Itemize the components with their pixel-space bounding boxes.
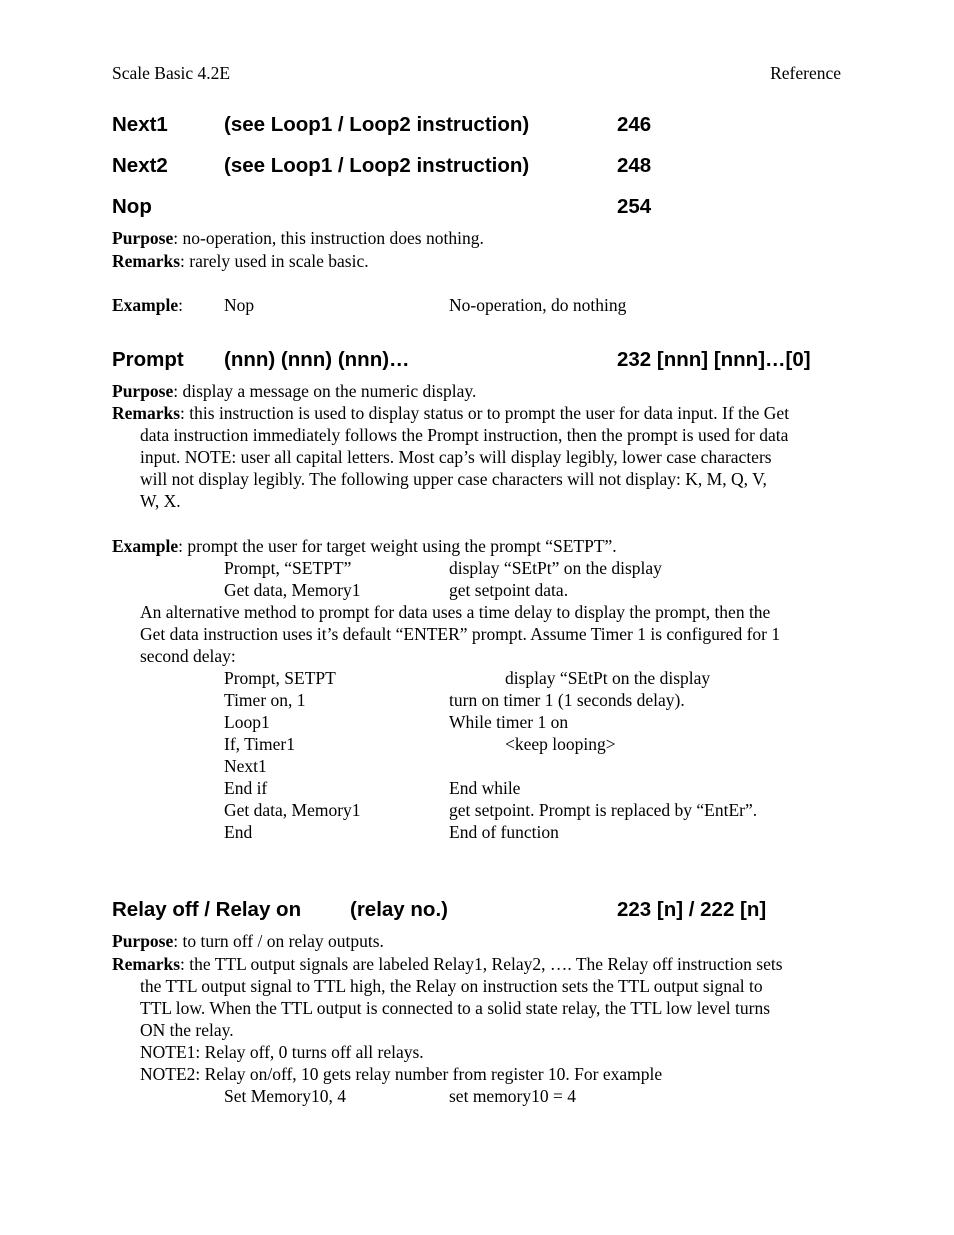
purpose-text: : no-operation, this instruction does nothing.	[173, 228, 484, 248]
instruction-code: 223 [n] / 222 [n]	[617, 898, 767, 921]
running-header-right: Reference	[770, 63, 841, 83]
code-comment: display “SEtPt on the display	[505, 668, 711, 688]
alt-text-line: second delay:	[140, 646, 236, 666]
instruction-code: 232 [nnn] [nnn]…[0]	[617, 348, 811, 371]
code-comment: End of function	[449, 822, 559, 842]
instruction-code: 248	[617, 154, 652, 177]
code-comment: display “SEtPt” on the display	[449, 558, 662, 578]
remarks-line: W, X.	[140, 491, 181, 511]
remarks-line: ON the relay.	[140, 1020, 234, 1040]
running-header-left: Scale Basic 4.2E	[112, 63, 231, 83]
example-line: Example: prompt the user for target weight using the prompt “SETPT”.	[112, 536, 617, 556]
code-line: Prompt, SETPT	[224, 668, 336, 688]
remarks-line: data instruction immediately follows the Prompt instruction, then the prompt is used for data	[140, 425, 789, 445]
remarks-label: Remarks	[112, 251, 181, 271]
instruction-args: (see Loop1 / Loop2 instruction)	[224, 113, 530, 136]
note-line: NOTE1: Relay off, 0 turns off all relays.	[140, 1042, 424, 1062]
instruction-name: Nop	[112, 195, 152, 218]
code-comment: <keep looping>	[505, 734, 616, 754]
remarks-line: the TTL output signal to TTL high, the Relay on instruction sets the TTL output signal to	[140, 976, 763, 996]
code-line: End	[224, 822, 253, 842]
remarks-label: Remarks	[112, 954, 181, 974]
instruction-code: 254	[617, 195, 652, 218]
example-code: Nop	[224, 295, 255, 315]
remarks-line: TTL low. When the TTL output is connected to a solid state relay, the TTL low level turns	[140, 998, 770, 1018]
remarks-line: input. NOTE: user all capital letters. Most cap’s will display legibly, lower case characters	[140, 447, 772, 467]
remarks-line: Remarks: the TTL output signals are labeled Relay1, Relay2, …. The Relay off instruction sets	[112, 954, 783, 974]
example-label: Example	[112, 295, 179, 315]
remarks-label: Remarks	[112, 403, 181, 423]
purpose-line	[112, 380, 476, 402]
instruction-name: Next1	[112, 113, 168, 136]
purpose-label: Purpose	[112, 228, 174, 248]
purpose-text: : to turn off / on relay outputs.	[173, 931, 384, 951]
remarks-line: Remarks: this instruction is used to display status or to prompt the user for data input. If the Get	[112, 403, 790, 423]
code-line: Get data, Memory1	[224, 800, 361, 820]
alt-text-line: An alternative method to prompt for data uses a time delay to display the prompt, then the	[140, 602, 771, 622]
code-line: Get data, Memory1	[224, 580, 361, 600]
code-comment: End while	[449, 778, 521, 798]
purpose-text: : display a message on the numeric display.	[173, 381, 477, 401]
purpose-label: Purpose	[112, 931, 174, 951]
code-line: Prompt, “SETPT”	[224, 558, 352, 578]
instruction-name: Prompt	[112, 348, 184, 371]
code-comment: While timer 1 on	[449, 712, 569, 732]
remarks-text: : rarely used in scale basic.	[180, 251, 369, 271]
remarks-line	[112, 250, 369, 272]
instruction-args: (see Loop1 / Loop2 instruction)	[224, 154, 530, 177]
purpose-line	[112, 227, 484, 249]
code-comment: get setpoint data.	[449, 580, 569, 600]
instruction-args: (nnn) (nnn) (nnn)…	[224, 348, 410, 371]
note-line: NOTE2: Relay on/off, 10 gets relay number from register 10. For example	[140, 1064, 663, 1084]
instruction-args: (relay no.)	[350, 898, 448, 921]
instruction-name: Relay off / Relay on	[112, 898, 302, 921]
code-line: Set Memory10, 4	[224, 1086, 347, 1106]
code-line: Next1	[224, 756, 267, 776]
alt-text-line: Get data instruction uses it’s default “ENTER” prompt. Assume Timer 1 is configured for 1	[140, 624, 781, 644]
code-line: End if	[224, 778, 268, 798]
purpose-line	[112, 930, 384, 952]
code-comment: set memory10 = 4	[449, 1086, 577, 1106]
code-comment: turn on timer 1 (1 seconds delay).	[449, 690, 685, 710]
code-line: Loop1	[224, 712, 270, 732]
example-line: Example:	[112, 295, 183, 315]
instruction-name: Next2	[112, 154, 168, 177]
code-line: Timer on, 1	[224, 690, 306, 710]
code-line: If, Timer1	[224, 734, 295, 754]
instruction-code: 246	[617, 113, 652, 136]
purpose-label: Purpose	[112, 381, 174, 401]
remarks-line: will not display legibly. The following upper case characters will not display: K, M, Q, V,	[140, 469, 767, 489]
example-comment: No-operation, do nothing	[449, 295, 627, 315]
example-label: Example	[112, 536, 179, 556]
code-comment: get setpoint. Prompt is replaced by “EntEr”.	[449, 800, 758, 820]
